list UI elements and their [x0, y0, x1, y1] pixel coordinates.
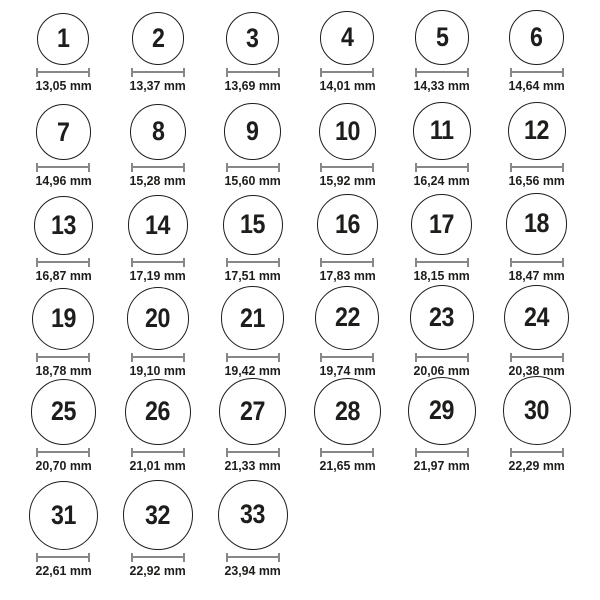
diameter-measure-line [320, 163, 374, 172]
diameter-measure-line [510, 163, 564, 172]
diameter-label: 13,69 mm [224, 77, 281, 93]
ring-size-item [300, 190, 395, 285]
ring-size-item [395, 190, 490, 285]
ring-circle [218, 480, 288, 550]
ring-size-number: 17 [429, 208, 455, 239]
diameter-label: 18,15 mm [413, 267, 471, 283]
ring-size-item [300, 380, 395, 475]
diameter-measure-line [131, 163, 185, 172]
ring-size-item [205, 380, 300, 475]
ring-size-number: 19 [50, 303, 76, 334]
diameter-label: 13,37 mm [129, 77, 187, 93]
diameter-measure-line [226, 258, 280, 267]
ring-size-number: 14 [145, 209, 171, 240]
diameter-measure-line [131, 448, 185, 457]
diameter-label: 15,28 mm [129, 172, 187, 188]
ring-size-number: 9 [246, 115, 259, 146]
ring-size-number: 23 [429, 302, 455, 332]
ring-size-number: 27 [240, 395, 266, 426]
diameter-label: 16,56 mm [508, 172, 565, 188]
ring-circle [320, 11, 374, 65]
ring-size-number: 8 [151, 116, 165, 147]
ring-size-item [111, 285, 206, 380]
ring-size-number: 12 [524, 115, 550, 146]
diameter-measure-line [415, 68, 469, 77]
diameter-measure-line [131, 68, 185, 77]
diameter-label: 15,92 mm [319, 172, 376, 188]
ring-circle [411, 194, 472, 255]
diameter-label: 14,33 mm [413, 77, 471, 93]
diameter-label: 23,94 mm [224, 562, 281, 578]
diameter-measure-line [415, 163, 469, 172]
ring-size-number: 32 [145, 499, 171, 530]
diameter-label: 17,19 mm [129, 267, 187, 283]
ring-size-item [300, 0, 395, 95]
diameter-measure-line [415, 258, 469, 267]
ring-size-number: 1 [57, 23, 70, 54]
ring-size-item [205, 95, 300, 190]
ring-size-number: 30 [524, 395, 550, 426]
diameter-label: 21,33 mm [224, 457, 281, 473]
ring-circle [506, 193, 568, 255]
ring-circle [317, 194, 377, 254]
ring-size-number: 31 [50, 499, 76, 530]
diameter-measure-line [320, 353, 374, 362]
ring-size-item [16, 475, 111, 580]
ring-size-number: 10 [334, 115, 360, 146]
ring-size-number: 16 [334, 209, 360, 239]
ring-circle [415, 10, 469, 64]
diameter-label: 16,24 mm [413, 172, 471, 188]
ring-circle [315, 286, 379, 350]
diameter-label: 19,10 mm [129, 362, 187, 378]
diameter-measure-line [226, 163, 280, 172]
ring-size-number: 3 [246, 22, 259, 53]
ring-circle [319, 103, 376, 160]
diameter-measure-line [320, 448, 374, 457]
ring-size-item [205, 190, 300, 285]
ring-circle [125, 379, 191, 445]
ring-size-item [111, 190, 206, 285]
diameter-label: 21,65 mm [319, 457, 376, 473]
ring-size-item [16, 380, 111, 475]
ring-size-number: 4 [341, 22, 354, 53]
diameter-label: 20,06 mm [413, 362, 471, 378]
diameter-label: 14,96 mm [35, 172, 92, 188]
ring-size-number: 33 [240, 499, 266, 530]
diameter-measure-line [226, 553, 280, 562]
ring-circle [413, 102, 471, 160]
ring-circle [219, 378, 286, 445]
ring-circle [127, 287, 190, 350]
ring-size-item [395, 0, 490, 95]
diameter-label: 14,64 mm [508, 77, 565, 93]
ring-size-item [111, 475, 206, 580]
diameter-measure-line [36, 258, 90, 267]
ring-size-number: 2 [151, 22, 165, 53]
diameter-measure-line [36, 68, 90, 77]
diameter-label: 21,01 mm [129, 457, 187, 473]
ring-size-item [489, 380, 584, 475]
ring-circle [504, 285, 569, 350]
diameter-label: 16,87 mm [35, 267, 92, 283]
ring-circle [226, 12, 279, 65]
ring-circle [130, 104, 186, 160]
diameter-label: 18,47 mm [508, 267, 565, 283]
ring-size-number: 26 [145, 396, 171, 427]
ring-size-number: 15 [240, 209, 266, 240]
diameter-measure-line [226, 353, 280, 362]
diameter-measure-line [131, 258, 185, 267]
ring-circle [36, 104, 91, 159]
ring-size-item [111, 95, 206, 190]
diameter-measure-line [415, 448, 469, 457]
diameter-measure-line [36, 353, 90, 362]
diameter-label: 22,92 mm [129, 562, 187, 578]
ring-size-number: 28 [334, 395, 360, 426]
ring-size-number: 22 [334, 302, 360, 333]
ring-size-number: 20 [145, 302, 171, 333]
diameter-label: 17,51 mm [224, 267, 281, 283]
ring-size-item [489, 95, 584, 190]
diameter-measure-line [131, 553, 185, 562]
ring-size-item [489, 285, 584, 380]
diameter-measure-line [36, 553, 90, 562]
diameter-measure-line [226, 68, 280, 77]
diameter-label: 22,61 mm [35, 562, 92, 578]
ring-circle [503, 376, 571, 444]
ring-size-item [395, 380, 490, 475]
ring-circle [508, 102, 566, 160]
diameter-label: 22,29 mm [508, 457, 565, 473]
diameter-measure-line [36, 448, 90, 457]
diameter-measure-line [36, 163, 90, 172]
ring-size-number: 29 [429, 395, 455, 426]
ring-size-item [205, 285, 300, 380]
ring-size-item [16, 190, 111, 285]
diameter-measure-line [131, 353, 185, 362]
ring-size-number: 13 [50, 209, 76, 240]
ring-size-item [395, 285, 490, 380]
ring-size-number: 21 [240, 302, 266, 333]
ring-size-number: 24 [524, 301, 550, 332]
ring-circle [128, 195, 187, 254]
ring-size-item [16, 285, 111, 380]
ring-circle [223, 195, 283, 255]
ring-size-item [16, 95, 111, 190]
diameter-measure-line [415, 353, 469, 362]
diameter-measure-line [510, 258, 564, 267]
ring-circle [37, 13, 89, 65]
ring-circle [410, 285, 474, 349]
ring-size-item [300, 95, 395, 190]
diameter-label: 21,97 mm [413, 457, 471, 473]
ring-size-number: 7 [57, 116, 70, 147]
ring-size-number: 18 [524, 208, 550, 239]
diameter-label: 18,78 mm [35, 362, 92, 378]
ring-circle [123, 480, 192, 549]
ring-size-item [489, 0, 584, 95]
diameter-label: 15,60 mm [224, 172, 281, 188]
ring-size-item [111, 0, 206, 95]
diameter-measure-line [510, 68, 564, 77]
ring-size-number: 6 [530, 21, 543, 52]
diameter-label: 20,38 mm [508, 362, 565, 378]
ring-circle [224, 103, 281, 160]
ring-circle [314, 378, 381, 445]
diameter-label: 13,05 mm [35, 77, 92, 93]
ring-size-item [205, 0, 300, 95]
ring-circle [221, 286, 284, 349]
ring-circle [132, 12, 185, 65]
ring-size-item [395, 95, 490, 190]
ring-size-number: 5 [435, 22, 449, 53]
diameter-label: 19,74 mm [319, 362, 376, 378]
diameter-measure-line [320, 68, 374, 77]
diameter-measure-line [226, 448, 280, 457]
diameter-label: 19,42 mm [224, 362, 281, 378]
diameter-measure-line [510, 353, 564, 362]
diameter-measure-line [320, 258, 374, 267]
ring-size-number: 11 [430, 115, 454, 146]
diameter-label: 17,83 mm [319, 267, 376, 283]
diameter-measure-line [510, 448, 564, 457]
ring-size-item [300, 285, 395, 380]
ring-size-item [16, 0, 111, 95]
diameter-label: 20,70 mm [35, 457, 92, 473]
ring-circle [34, 196, 93, 255]
diameter-label: 14,01 mm [319, 77, 376, 93]
ring-circle [31, 379, 97, 445]
ring-circle [32, 288, 94, 350]
ring-circle [509, 10, 564, 65]
ring-size-item [205, 475, 300, 580]
ring-size-item [489, 190, 584, 285]
ring-size-item [111, 380, 206, 475]
ring-circle [408, 377, 476, 445]
ring-circle [29, 481, 98, 550]
ring-size-number: 25 [50, 396, 76, 427]
